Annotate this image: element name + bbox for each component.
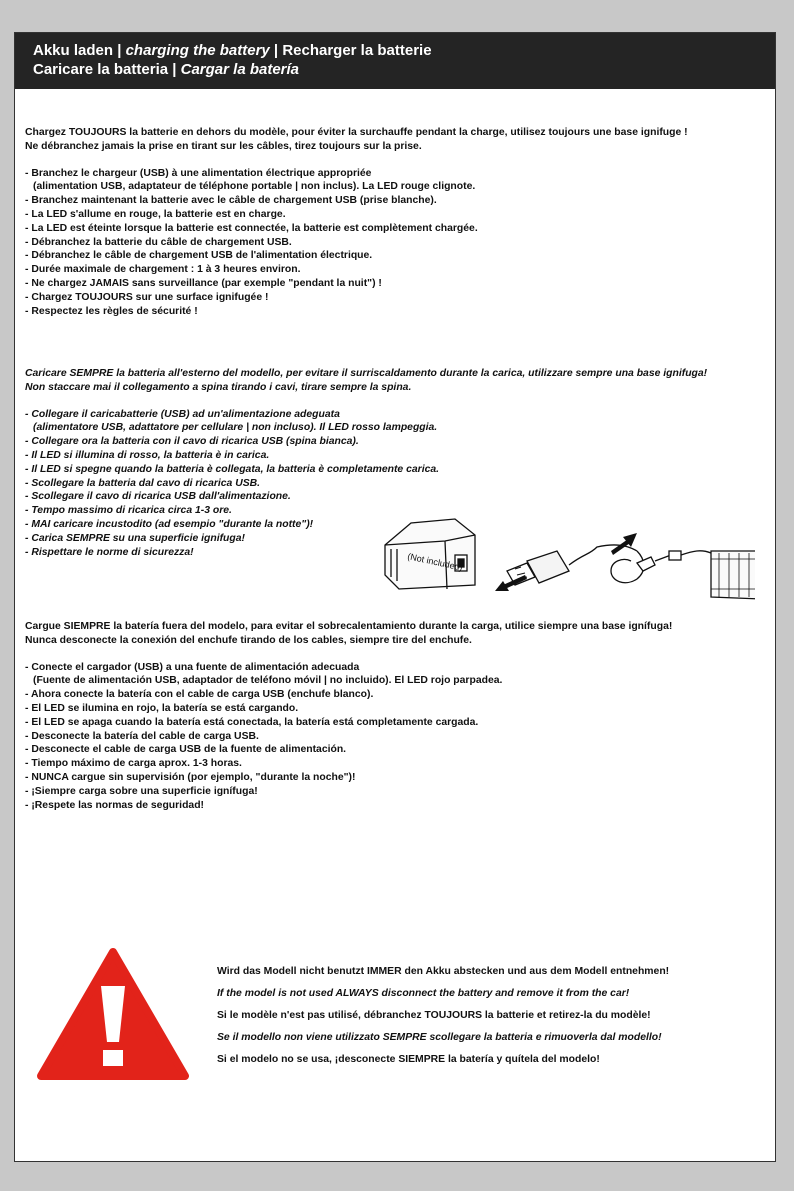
italian-step: - Rispettare le norme di sicurezza! xyxy=(25,546,194,558)
battery-pack-drawing xyxy=(669,551,755,599)
italian-step: - Collegare ora la batteria con il cavo di ricarica USB (spina bianca). xyxy=(25,436,359,448)
french-intro-2: Ne débranchez jamais la prise en tirant sur les câbles, tirez toujours sur la prise. xyxy=(25,140,422,152)
spanish-step: - Desconecte el cable de carga USB de la fuente de alimentación. xyxy=(25,744,347,756)
arrow-up-icon xyxy=(611,533,637,555)
spanish-step: - ¡Siempre carga sobre una superficie ignífuga! xyxy=(25,785,258,797)
spanish-step: - NUNCA cargue sin supervisión (por ejemplo, "durante la noche")! xyxy=(25,771,356,783)
manual-page xyxy=(14,32,776,1162)
french-section xyxy=(25,126,765,318)
spanish-step: - Tiempo máximo de carga aprox. 1-3 horas. xyxy=(25,758,242,770)
spanish-step: - El LED se apaga cuando la batería está conectada, la batería está completamente cargada. xyxy=(25,716,479,728)
italian-intro-1: Caricare SEMPRE la batteria all'esterno del modello, per evitare il surriscaldamento durante la carica, utilizzare sempre una base ignifuga! xyxy=(25,368,708,379)
italian-step: - Scollegare il cavo di ricarica USB dall'alimentazione. xyxy=(25,491,291,503)
italian-step: (alimentatore USB, adattatore per cellulare | non incluso). Il LED rosso lampeggia. xyxy=(33,422,438,434)
header-de: Akku laden | xyxy=(33,42,126,59)
italian-step: - Il LED si spegne quando la batteria è collegata, la batteria è completamente carica. xyxy=(25,463,440,475)
charging-illustration xyxy=(375,493,755,601)
spanish-step: - El LED se ilumina en rojo, la batería se está cargando. xyxy=(25,702,299,714)
warning-line-fr: Si le modèle n'est pas utilisé, débranchez TOUJOURS la batterie et retirez-la du modèle! xyxy=(217,1010,651,1021)
french-step: (alimentation USB, adaptateur de téléphone portable | non inclus). La LED rouge clignote. xyxy=(33,181,476,193)
warning-line-en: If the model is not used ALWAYS disconnect the battery and remove it from the car! xyxy=(217,988,630,999)
spanish-step: - Desconecte la batería del cable de carga USB. xyxy=(25,730,259,742)
header-line-2 xyxy=(33,60,757,79)
french-step: - Branchez le chargeur (USB) à une alimentation électrique appropriée xyxy=(25,167,372,179)
warning-messages xyxy=(217,961,777,1071)
header-line-1 xyxy=(33,41,757,60)
spanish-step: - Ahora conecte la batería con el cable de carga USB (enchufe blanco). xyxy=(25,689,374,701)
warning-line-es: Si el modelo no se usa, ¡desconecte SIEMPRE la batería y quítela del modelo! xyxy=(217,1054,600,1065)
spanish-step: - Conecte el cargador (USB) a una fuente de alimentación adecuada xyxy=(25,661,360,673)
french-step: - Chargez TOUJOURS sur une surface ignifugée ! xyxy=(25,291,269,303)
warning-line-it: Se il modello non viene utilizzato SEMPRE scollegare la batteria e rimuoverla dal modello! xyxy=(217,1032,662,1043)
header-en: charging the battery xyxy=(125,42,270,59)
italian-step: - MAI caricare incustodito (ad esempio "durante la notte")! xyxy=(25,518,314,530)
spanish-intro-1: Cargue SIEMPRE la batería fuera del modelo, para evitar el sobrecalentamiento durante la carga, utilice siempre una base ignífuga! xyxy=(25,621,673,632)
french-step: - Branchez maintenant la batterie avec le câble de chargement USB (prise blanche). xyxy=(25,195,437,207)
italian-step: - Il LED si illumina di rosso, la batteria è in carica. xyxy=(25,449,270,461)
usb-adapter-drawing xyxy=(385,519,475,589)
header-sep-2: | xyxy=(168,61,181,78)
header-fr: Recharger la batterie xyxy=(282,42,432,59)
warning-line-de: Wird das Modell nicht benutzt IMMER den Akku abstecken und aus dem Modell entnehmen! xyxy=(217,966,670,977)
header-es: Cargar la batería xyxy=(180,61,300,78)
italian-step: - Tempo massimo di ricarica circa 1-3 ore. xyxy=(25,505,232,517)
french-step: - Débranchez la batterie du câble de chargement USB. xyxy=(25,236,292,248)
header-it: Caricare la batteria xyxy=(33,61,169,78)
page-header xyxy=(15,33,775,89)
usb-cable-drawing xyxy=(507,545,671,585)
french-step: - La LED s'allume en rouge, la batterie est en charge. xyxy=(25,208,286,220)
spanish-intro-2: Nunca desconecte la conexión del enchufe tirando de los cables, siempre tire del enchufe. xyxy=(25,634,472,646)
french-step: - Débranchez le câble de chargement USB de l'alimentation électrique. xyxy=(25,250,373,262)
french-step: - Ne chargez JAMAIS sans surveillance (par exemple "pendant la nuit") ! xyxy=(25,277,382,289)
french-step: - Respectez les règles de sécurité ! xyxy=(25,305,198,317)
italian-step: - Carica SEMPRE su una superficie ignifuga! xyxy=(25,532,245,544)
french-step: - Durée maximale de chargement : 1 à 3 heures environ. xyxy=(25,264,301,276)
italian-intro-2: Non staccare mai il collegamento a spina tirando i cavi, tirare sempre la spina. xyxy=(25,381,412,393)
header-sep-1: | xyxy=(269,42,283,59)
warning-triangle-icon xyxy=(37,946,189,1082)
spanish-step: (Fuente de alimentación USB, adaptador de teléfono móvil | no incluido). El LED rojo parpadea. xyxy=(33,675,503,687)
french-intro-1: Chargez TOUJOURS la batterie en dehors du modèle, pour éviter la surchauffe pendant la charge, utilisez toujours une base ignifuge ! xyxy=(25,127,688,138)
not-included-label: (Not included) xyxy=(406,551,464,573)
italian-step: - Collegare il caricabatterie (USB) ad un'alimentazione adeguata xyxy=(25,408,340,420)
french-step: - La LED est éteinte lorsque la batterie est connectée, la batterie est complètement chargée. xyxy=(25,222,478,234)
spanish-section xyxy=(25,620,765,812)
italian-step: - Scollegare la batteria dal cavo di ricarica USB. xyxy=(25,477,261,489)
spanish-step: - ¡Respete las normas de seguridad! xyxy=(25,799,205,811)
